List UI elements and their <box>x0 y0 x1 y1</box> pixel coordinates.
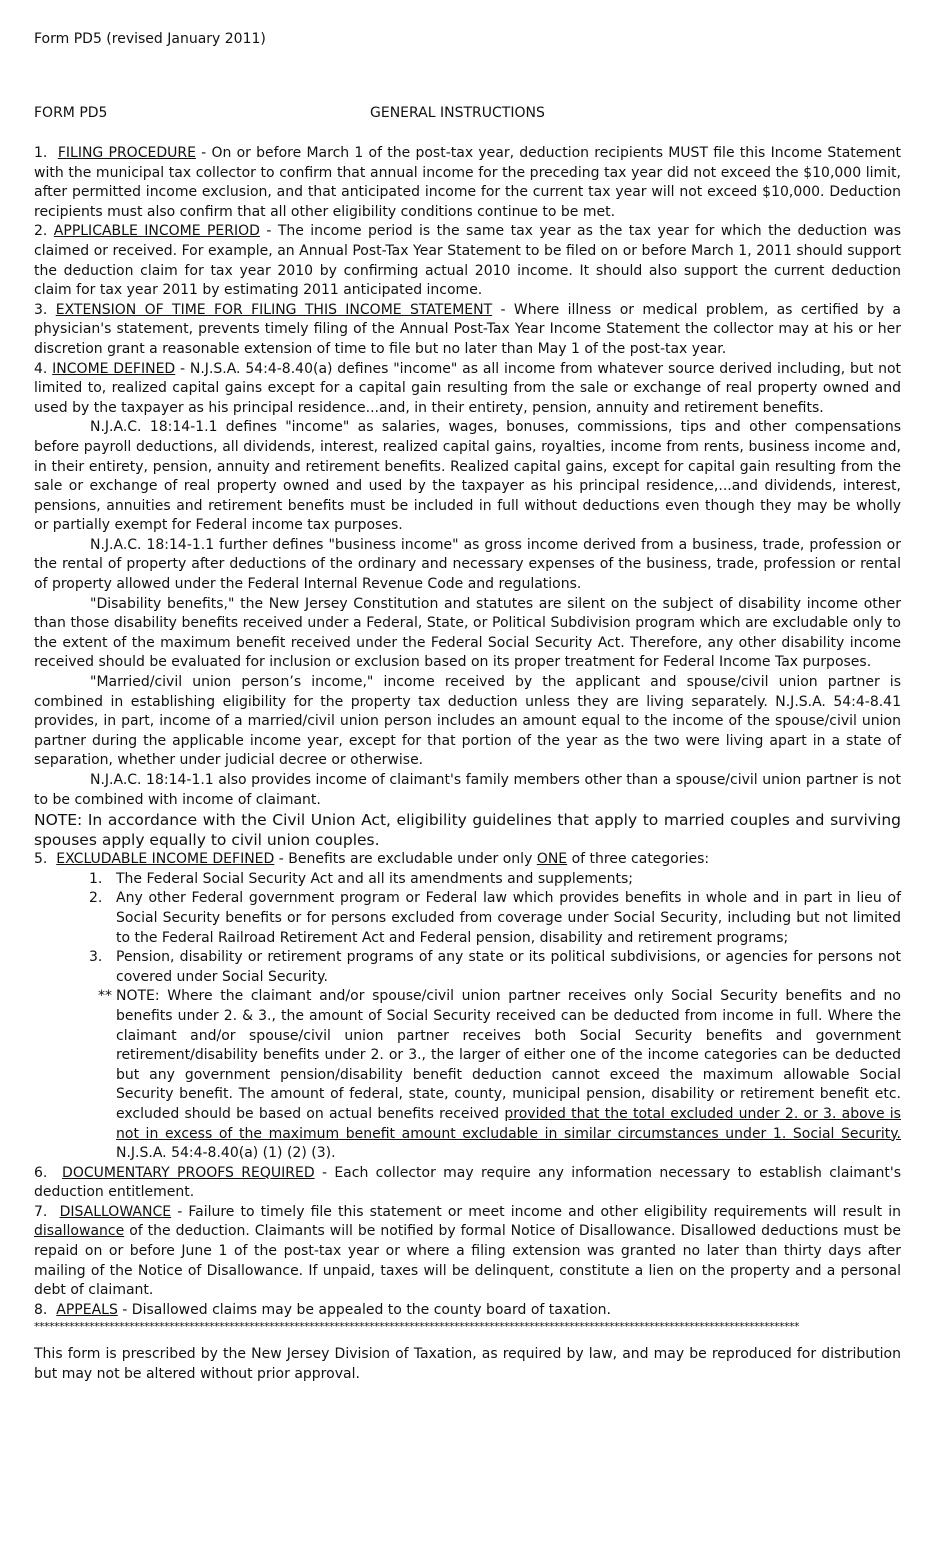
section-label: FILING PROCEDURE <box>57 145 196 161</box>
disallowance-term: disallowance <box>34 1223 125 1240</box>
list-item: 3. Pension, disability or retirement programs of any state or its political subdivisions, or agencies for persons not covered under Social Security. <box>89 949 901 985</box>
instructions-document <box>34 30 901 1385</box>
form-name: FORM PD5 <box>34 105 108 121</box>
footer-notice: This form is prescribed by the New Jersey Division of Taxation, as required by law, and may be reproduced for distribution but may not be altered without prior approval. <box>34 1346 901 1383</box>
section-documentary-proofs: 6. DOCUMENTARY PROOFS REQUIRED - Each collector may require any information necessary to establish claimant's deduction entitlement. <box>34 1164 902 1201</box>
form-revision: Form PD5 (revised January 2011) <box>34 31 266 47</box>
disability-benefits-paragraph: "Disability benefits," the New Jersey Constitution and statutes are silent on the subject of disability income other than those disability benefits received under a Federal, State, or Political Subdivision program which are excludable only to the extent of the maximum benefit received under the Federal Social Security Act. Therefore, any other disability income received should be evaluated for inclusion or exclusion based on its proper treatment for Federal Income Tax purposes. <box>34 595 901 671</box>
business-income-definition: N.J.A.C. 18:14-1.1 further defines "business income" as gross income derived from a business, trade, profession or the rental of property after deductions of the ordinary and necessary expenses of the business, trade, profession or rental of property allowed under the Federal Internal Revenue Code and regulations. <box>34 536 901 593</box>
section-label: APPLICABLE INCOME PERIOD <box>53 223 260 240</box>
civil-union-note: NOTE: In accordance with the Civil Union Act, eligibility guidelines that apply to married couples and surviving spouses apply equally to civil union couples. <box>34 811 901 850</box>
section-applicable-income-period: 2. APPLICABLE INCOME PERIOD - The income period is the same tax year as the tax year for which the deduction was claimed or received. For example, an Annual Post-Tax Year Statement to be filed on or before March 1, 2011 should support the deduction claim for tax year 2010 by confirming actual 2010 income. It should also support the current deduction claim for tax year 2011 by estimating 2011 anticipated income. <box>34 223 901 299</box>
section-income-defined: 4. INCOME DEFINED - N.J.S.A. 54:4-8.40(a) defines "income" as all income from whatever source derived including, but not limited to, realized capital gains except for a capital gain resulting from the sale or exchange of real property owned and used by the taxpayer as his principal residence...and, in their entirety, pension, annuity and retirement benefits. <box>34 360 901 416</box>
page-title: GENERAL INSTRUCTIONS <box>370 105 545 121</box>
section-label: APPEALS <box>56 1301 118 1318</box>
married-income-paragraph: "Married/civil union person’s income," income received by the applicant and spouse/civil union partner is combined in establishing eligibility for the property tax deduction unless they are living separately. N.J.S.A. 54:4-8.41 provides, in part, income of a married/civil union person includes an amount equal to the income of the spouse/civil union partner during the applicable income year, except for that portion of the year as the two were living apart in a state of separation, whether under judicial decree or otherwise. <box>34 674 901 769</box>
family-members-paragraph: N.J.A.C. 18:14-1.1 also provides income of claimant's family members other than a spouse/civil union partner is not to be combined with income of claimant. <box>34 772 901 808</box>
list-item-note: ** NOTE: Where the claimant and/or spouse/civil union partner receives only Social Security benefits and no benefits under 2. & 3., the amount of Social Security received can be deducted from income in full. Where the claimant and/or spouse/civil union partner receives both Social Security benefits and government retirement/disability benefits under 2. or 3., the larger of either one of the income categories can be deducted but any government pension/disability benefit deduction cannot exceed the maximum allowable Social Security benefit. The amount of federal, state, county, municipal pension, disability or retirement benefit etc. excluded should be based on actual benefits received provided that the total excluded under 2. or 3. above is not in excess of the maximum benefit amount excludable in similar circumstances under 1. Social Security. N.J.S.A. 54:4-8.40(a) (1) (2) (3). <box>98 988 901 1162</box>
section-label: DOCUMENTARY PROOFS REQUIRED <box>62 1164 315 1181</box>
title-row <box>34 104 901 124</box>
section-disallowance: 7. DISALLOWANCE - Failure to timely file this statement or meet income and other eligibility requirements will result in disallowance of the deduction. Claimants will be notified by formal Notice of Disallowance. Disallowed deductions must be repaid on or before June 1 of the post-tax year or where a filing extension was granted no later than thirty days after mailing of the Notice of Disallowance. If unpaid, taxes will be delinquent, constitute a lien on the property and a personal debt of claimant. <box>34 1203 902 1299</box>
one-emphasis: ONE <box>536 851 568 868</box>
section-label: EXTENSION OF TIME FOR FILING THIS INCOME STATEMENT <box>55 301 493 318</box>
list-item: 2. Any other Federal government program or Federal law which provides benefits in whole and in part in lieu of Social Security benefits or for persons excluded from coverage under Social Security, including but not limited to the Federal Railroad Retirement Act and Federal pension, disability and retirement programs; <box>89 890 901 946</box>
underlined-provision: provided that the total excluded under 2. or 3. above is not in excess of the maximum benefit amount excludable in similar circumstances under 1. Social Security. <box>116 1105 901 1142</box>
section-excludable-income: 5. EXCLUDABLE INCOME DEFINED - Benefits are excludable under only ONE of three categories: <box>34 851 710 868</box>
section-label: INCOME DEFINED <box>52 360 176 377</box>
income-definition-njac: N.J.A.C. 18:14-1.1 defines "income" as salaries, wages, bonuses, commissions, tips and other compensations before payroll deductions, all dividends, interest, realized capital gains, royalties, income from rents, business income and, in their entirety, pension, annuity and retirement benefits. Realized capital gains, except for capital gain resulting from the sale or exchange of real property owned and used by the taxpayer as his principal residence,...and dividends, interest, pensions, annuities and retirement benefits must be included in full without deductions even though they may be wholly or partially exempt for Federal income tax purposes. <box>34 419 901 534</box>
section-label: EXCLUDABLE INCOME DEFINED <box>56 851 275 868</box>
section-extension-of-time: 3. EXTENSION OF TIME FOR FILING THIS INCOME STATEMENT - Where illness or medical problem, as certified by a physician's statement, prevents timely filing of the Annual Post-Tax Year Income Statement the collector may at his or her discretion grant a reasonable extension of time to file but no later than May 1 of the post-tax year. <box>34 301 902 357</box>
section-label: DISALLOWANCE <box>59 1203 172 1220</box>
asterisk-separator: ********************************************************************************************************************************************************* <box>34 1320 799 1334</box>
section-filing-procedure: 1. FILING PROCEDURE - On or before March 1 of the post-tax year, deduction recipients MUST file this Income Statement with the municipal tax collector to confirm that annual income for the preceding tax year did not exceed the $10,000 limit, after permitted income exclusion, and that anticipated income for the current tax year will not exceed $10,000. Deduction recipients must also confirm that all other eligibility conditions continue to be met. <box>34 145 902 220</box>
section-appeals: 8. APPEALS - Disallowed claims may be appealed to the county board of taxation. <box>34 1301 611 1318</box>
list-item: 1. The Federal Social Security Act and all its amendments and supplements; <box>89 870 633 887</box>
excludable-categories-list <box>34 870 901 1164</box>
